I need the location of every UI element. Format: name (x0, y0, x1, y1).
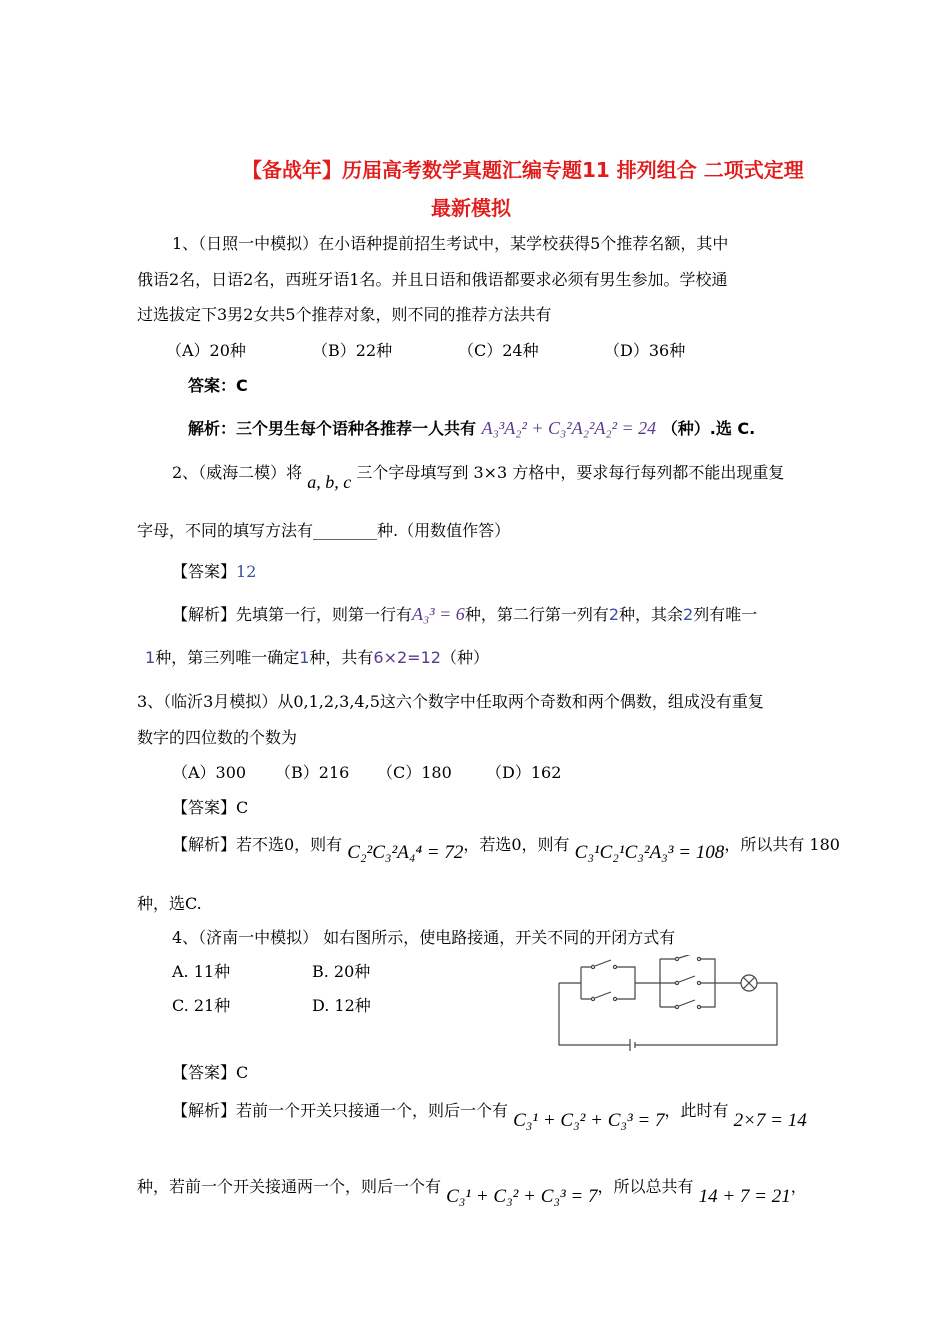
q2-prefix: 2、（威海二模）将 (172, 463, 303, 482)
q3-formula-1: C₂²C₃²A₄⁴ = 72 (347, 842, 464, 863)
q2-answer (172, 562, 256, 581)
q4-formula-3: C₃¹ + C₃² + C₃³ = 7 (446, 1186, 598, 1207)
q3-answer: 【答案】C (172, 798, 249, 817)
q4-formula-2: 2×7 = 14 (733, 1110, 807, 1131)
q2-analysis-b: 种，第二行第一列有 (464, 605, 609, 624)
q4-formula-4: 14 + 7 = 21 (698, 1186, 791, 1207)
q2-analysis-line-1 (172, 604, 757, 626)
q3-formula-2: C₃¹C₂¹C₃²A₃³ = 108 (574, 842, 725, 863)
q1-option-a: （A）20种 (166, 341, 246, 360)
switch-group-2-switch-bottom (675, 1000, 700, 1009)
q1-line-1: 1、（日照一中模拟）在小语种提前招生考试中，某学校获得5个推荐名额，其中 (172, 234, 729, 253)
q4-analysis-line-1 (172, 1100, 807, 1131)
q4-option-b: B. 20种 (312, 962, 371, 981)
switch-group-1-frame (559, 967, 660, 999)
q4-formula-1: C₃¹ + C₃² + C₃³ = 7 (513, 1110, 665, 1131)
q1-answer: 答案：C (188, 376, 248, 395)
q1-analysis-formula: A₃³A₂² + C₃²A₂²A₂² = 24 (481, 418, 657, 438)
q2-analysis-l2c: 1 (299, 648, 310, 667)
switch-group-1-switch-top (591, 960, 616, 969)
q2-answer-tag: 【答案】 (172, 562, 237, 581)
q2-line-1 (172, 462, 785, 492)
q4-analysis-line-2 (137, 1176, 807, 1207)
q3-option-d: （D）162 (486, 763, 562, 782)
q2-analysis-l2b: 种，第三列唯一确定 (155, 648, 300, 667)
q2-analysis-l2f: （种） (440, 648, 489, 667)
circuit-diagram (555, 955, 785, 1055)
q3-analysis-line-2: 种，选C. (137, 894, 202, 913)
q2-analysis-e: 2 (683, 605, 694, 624)
circuit-wire-right (635, 983, 777, 1045)
switch-group-1-switch-bottom (591, 992, 616, 1001)
q4-analysis-l2b: ，所以总共有 (597, 1177, 694, 1196)
circuit-wire-left (559, 983, 630, 1045)
q3-option-a: （A）300 (172, 763, 247, 782)
q4-analysis-l2a: 种，若前一个开关接通两一个，则后一个有 (137, 1177, 442, 1196)
q1-analysis-prefix: 解析：三个男生每个语种各推荐一人共有 (188, 419, 477, 438)
q3-option-b: （B）216 (275, 763, 350, 782)
q3-line-2: 数字的四位数的个数为 (137, 728, 298, 747)
q2-analysis-f: 列有唯一 (693, 605, 758, 624)
q2-analysis-line-2 (145, 648, 489, 667)
q1-analysis-suffix: （种）.选 C. (661, 419, 756, 438)
q1-analysis (188, 418, 755, 440)
q2-analysis-formula: A₃³ = 6 (412, 604, 465, 624)
q3-analysis-a: 【解析】若不选0，则有 (172, 835, 343, 854)
q2-letters: a, b, c (307, 472, 352, 492)
q4-answer: 【答案】C (172, 1063, 249, 1082)
q3-analysis-b: ，若选0，则有 (463, 835, 570, 854)
q2-analysis-a: 【解析】先填第一行，则第一行有 (172, 605, 413, 624)
q2-answer-value: 12 (236, 562, 257, 581)
switch-group-2-switch-middle (675, 976, 700, 985)
q3-option-c: （C）180 (377, 763, 452, 782)
q2-analysis-l2e: 6×2=12 (373, 648, 441, 667)
q1-line-2: 俄语2名，日语2名，西班牙语1名。并且日语和俄语都要求必须有男生参加。学校通 (137, 270, 728, 289)
q2-line-2: 字母，不同的填写方法有________种.（用数值作答） (137, 521, 511, 540)
q4-analysis-l2c: ， (790, 1177, 807, 1196)
q3-line-1: 3、（临沂3月模拟）从0,1,2,3,4,5这六个数字中任取两个奇数和两个偶数，组成没有重复 (137, 692, 764, 711)
q4-line-1: 4、（济南一中模拟） 如右图所示，使电路接通，开关不同的开闭方式有 (172, 928, 676, 947)
q1-line-3: 过选拔定下3男2女共5个推荐对象，则不同的推荐方法共有 (137, 305, 552, 324)
q3-analysis-c: ，所以共有 180 (724, 835, 840, 854)
q1-option-c: （C）24种 (458, 341, 539, 360)
q1-option-d: （D）36种 (604, 341, 686, 360)
q2-analysis-l2a: 1 (145, 648, 156, 667)
q1-option-b: （B）22种 (312, 341, 393, 360)
q2-analysis-l2d: 种，共有 (309, 648, 374, 667)
q2-suffix: 三个字母填写到 3×3 方格中，要求每行每列都不能出现重复 (356, 463, 785, 482)
q2-analysis-c: 2 (608, 605, 620, 624)
q4-analysis-b: ，此时有 (664, 1101, 729, 1120)
q4-option-a: A. 11种 (172, 962, 231, 981)
lamp-icon (741, 975, 757, 991)
q3-analysis-line-1 (172, 834, 840, 863)
switch-group-2-switch-top (675, 955, 700, 961)
q4-option-d: D. 12种 (312, 996, 371, 1015)
title-line-1: 【备战年】历届高考数学真题汇编专题11 排列组合 二项式定理 (242, 158, 804, 182)
title-line-2: 最新模拟 (431, 196, 511, 220)
q4-option-c: C. 21种 (172, 996, 231, 1015)
q2-analysis-d: 种，其余 (619, 605, 684, 624)
q4-analysis-a: 【解析】若前一个开关只接通一个，则后一个有 (172, 1101, 509, 1120)
